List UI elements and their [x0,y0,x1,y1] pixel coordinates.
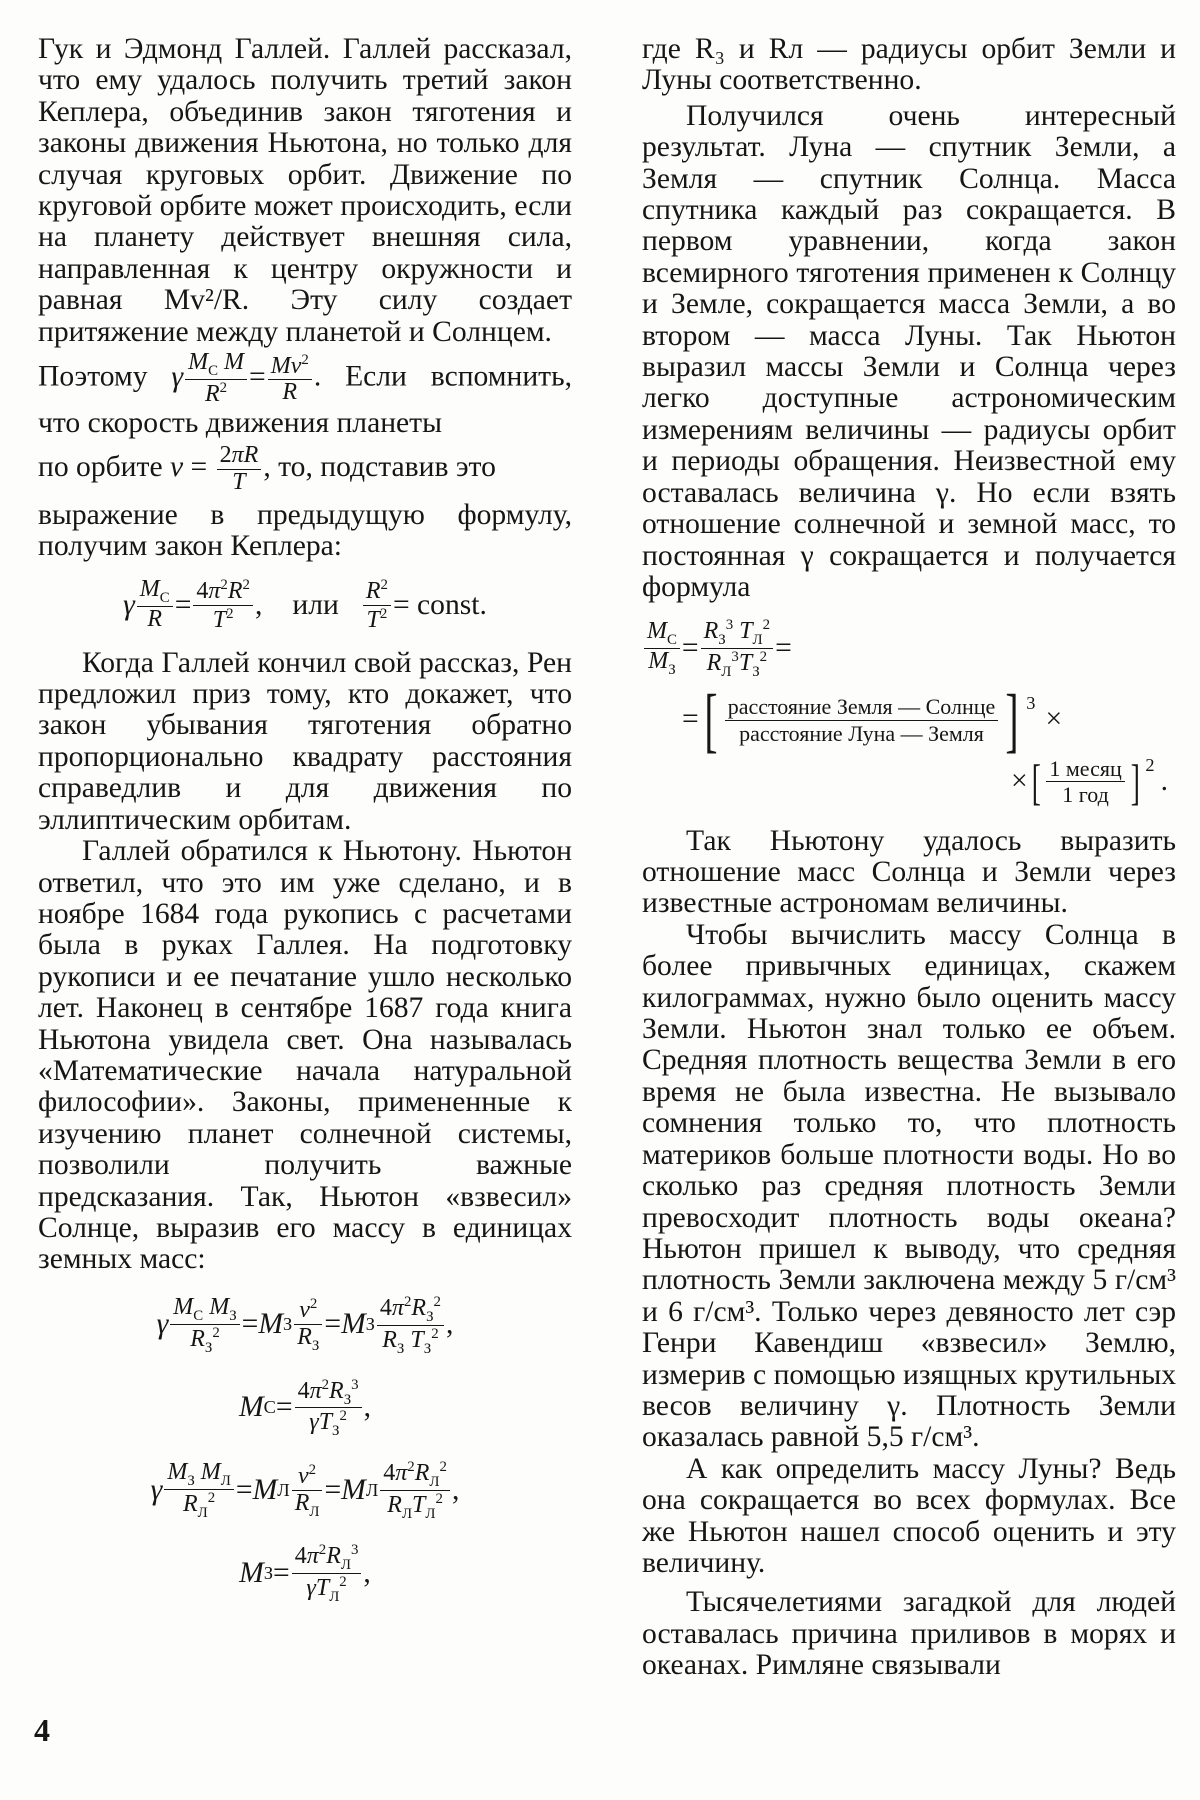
mass-ratio-formula: $M_C$ $M_З$ = $R_З^3$ $T_Л^2$ $R_Л^3T_З^2$ = [642,617,1176,680]
paragraph-with-formula [38,443,572,496]
year-label: 1 год [1062,782,1109,808]
month-label: 1 месяц [1046,756,1124,782]
paragraph: Когда Галлей кончил свой рассказ, Рен предложил приз тому, кто докажет, что закон убывания тяготения обратно пропорционально квадрату расстояния справедлив и для движения по эллиптическим орбитам. [38,646,572,836]
text-fragment: , то, подставив это [263,451,496,484]
orbital-velocity-formula: v = $\frac{2\pi R}{T}$ [170,451,263,483]
distance-ratio-cubed: = [ расстояние Земля — Солнце расстояние Луна — Земля ] 3 × [682,680,1063,761]
text-fragment: Поэтому [38,360,148,393]
earth-moon-gravity-formula: γ $M_З$ $M_Л$ $R_Л^2$ = M Л $v^2$ $R_Л$ = M Л $4\pi^2R_Л^2$ $R_ЛT_Л^2$ , [150,1459,460,1522]
text-fragment: . Если вспомнить, что скорость движения планеты [38,360,572,439]
left-column [38,34,572,1605]
paragraph: Чтобы вычислить массу Солнца в более привычных единицах, скажем килограммах, нужно было оценить массу Земли. Ньютон знал только ее объем. Средняя плотность вещества Земли в его время не была известна. Не вызывало сомнения только то, что плотность материков больше плотности воды. Но во сколько раз средняя плотность Земли превосходит плотность воды океана? Ньютон пришел к выводу, что средняя плотность Земли заключена между 5 г/см³ и 6 г/см³. Только через девяносто лет сэр Генри Кавендиш «взвесил» Землю, измерив с помощью изящных крутильных весов величину γ. Плотность Земли оказалась равной 5,5 г/см³. [642,918,1176,1454]
paragraph-with-formula [38,350,572,439]
paragraph: Получился очень интересный результат. Луна — спутник Земли, а Земля — спутник Солнца. Масса спутника каждый раз сокращается. В первом уравнении, когда закон всемирного тяготения применен к Солнцу и Земле, сокращается масса Земли, а во втором — масса Луны. Так Ньютон выразил массы Земли и Солнца через легко доступные астрономическим измерениям величины — радиусы орбит и периоды обращения. Неизвестной ему оставалась величина γ. Но если взять отношение солнечной и земной масс, то постоянная γ сокращается и получается формула [642,99,1176,603]
paragraph: Галлей обратился к Ньютону. Ньютон ответил, что это им уже сделано, и в ноябре 1684 года рукопись с расчетами была в руках Галлея. На подготовку рукописи и ее печатание ушло несколько лет. Наконец в сентябре 1687 года книга Ньютона увидела свет. Она называлась «Математические начала натуральной философии». Законы, примененные к изучению планет солнечной системы, позволили получить важные предсказания. Так, Ньютон «взвесил» Солнце, выразив его массу в единицах земных масс: [38,835,572,1276]
sun-earth-gravity-formula: γ $M_C$ $M_З$ $R_З^2$ = M З $v^2$ $R_З$ = M З $4\pi^2R_З^2$ $R_З$ $T_З^2$ , [156,1293,454,1357]
paragraph: выражение в предыдущую формулу, получим закон Кеплера: [38,499,572,563]
page-number: 4 [34,1712,50,1748]
text-fragment: по орбите [38,451,163,484]
distance-moon-earth-label: расстояние Луна — Земля [739,720,984,746]
period-ratio-squared: × [ 1 месяц 1 год ] 2 . [1011,753,1168,810]
right-column [642,34,1176,1682]
paragraph: Гук и Эдмонд Галлей. Галлей рассказал, что ему удалось получить третий закон Кеплера, объединив закон тяготения и законы движения Ньютона, но только для случая круговых орбит. Движение по круговой орбите может происходить, если на планету действует внешняя сила, направленная к центру окружности и равная Mv²/R. Эту силу создает притяжение между планетой и Солнцем. [38,33,572,348]
paragraph: А как определить массу Луны? Ведь она сокращается во всех формулах. Все же Ньютон нашел способ оценить и эту величину. [642,1452,1176,1579]
kepler-law-formula: γ $M_C$ R = $4\pi^2R^2$ $T^2$ , или $\frac{R^2}{T^2}$ = const. [123,576,487,633]
formula-connector: или [292,588,339,621]
paragraph: Тысячелетиями загадкой для людей оставалась причина приливов в морях и океанах. Римляне связывали [642,1586,1176,1682]
distance-earth-sun-label: расстояние Земля — Солнце [725,694,999,720]
gravity-equals-centripetal-formula: γ $\frac{M_C M}{R^2}$ = $\frac{Mv^2}{R}$ [171,361,313,393]
sun-mass-formula: M C = $4\pi^2R_З^3$ $\gamma T_З^2$ , [238,1376,372,1440]
formula-constant: = const. [392,588,487,621]
earth-mass-formula: M З = $4\pi^2R_Л^3$ $\gamma T_Л^2$ , [239,1541,371,1605]
paragraph: где R₃ и Rл — радиусы орбит Земли и Луны соответственно. [642,33,1176,97]
paragraph: Так Ньютону удалось выразить отношение масс Солнца и Земли через известные астрономам величины. [642,824,1176,920]
